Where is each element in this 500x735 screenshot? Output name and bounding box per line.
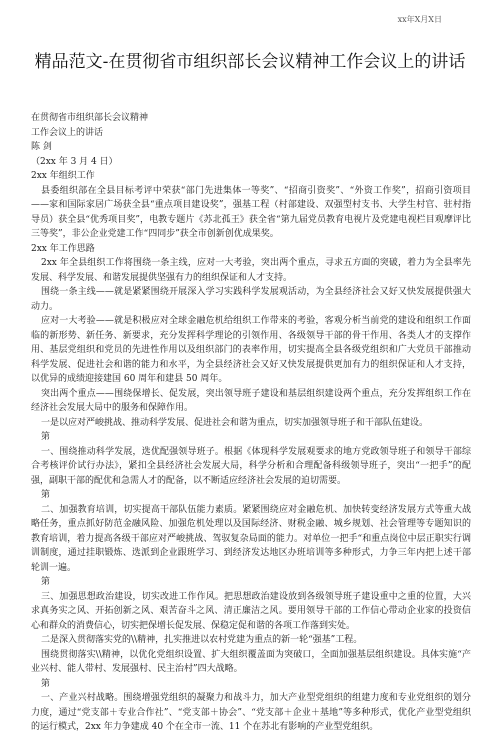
paragraph: 应对一大考验——就是积极应对全球金融危机给组织工作带来的考验，客观分析当前党的建设和组织工作面临的新形势、新任务、新要求，充分发挥科学理论的引领作用、各级领导干部的骨干作用、各类人才的支撑作用、基层党组织和党员的先进性作用以及组织部门的表率作用，切实提高全县各级党组织和广大党员干部推动科学发展、促进社会和谐的能力和水平，为全县经济社会又好又快发展提供更加有力的组织保证和人才支持，以优异的成绩迎接建国 60 周年和建县 50 周年。	[31, 316, 471, 384]
meta-line-2: 工作会议上的讲话	[31, 127, 104, 138]
paragraph: 一、产业兴村战略。围绕增强党组织的凝聚力和战斗力，加大产业型党组织的组建力度和专业党组织的划分力度，通过“党支部＋专业合作社”、“党支部＋协会”、“党支部＋企业＋基地”等多种形式，优化产业型党组织的运行模式，2xx 年力争建成 40 个在全市一流、11 个在苏北有影响的产业型党组织。	[31, 693, 471, 732]
author: 陈 剑	[31, 142, 52, 152]
paragraph: 2xx 年全县组织工作将围绕一条主线，应对一大考验，突出两个重点，寻求五方面的突破，着力为全县率先发展、科学发展、和谐发展提供坚强有力的组织保证和人才支持。	[31, 258, 471, 283]
paragraph: 围绕一条主线——就是紧紧围绕开展深入学习实践科学发展观活动，为全县经济社会又好又快发展提供强大动力。	[31, 287, 471, 312]
ordinal-marker: 第	[41, 432, 51, 442]
paragraph: 一是以应对严峻挑战、推动科学发展、促进社会和谐为重点，切实加强领导班子和干部队伍建设。	[41, 417, 429, 428]
ordinal-marker: 第	[41, 490, 51, 500]
paragraph: 一、围绕推动科学发展，选优配强领导班子。根据《体现科学发展观要求的地方党政领导班子和领导干部综合考核评价试行办法》，紧扣全县经济社会发展大局，科学分析和合理配备科级领导班子，突出“一把手”的配强，副职干部的配优和急需人才的配备，以不断适应经济社会发展的迫切需要。	[31, 446, 471, 486]
paragraph: 突出两个重点——围绕保增长、促发展，突出领导班子建设和基层组织建设两个重点，充分发挥组织工作在经济社会发展大局中的服务和保障作用。	[31, 388, 471, 413]
paragraph: 县委组织部在全县目标考评中荣获“部门先进集体一等奖”、“招商引资奖”、“外资工作奖”，招商引资项目——家和国际家居广场获全县“重点项目建设奖”，强基工程（村部建设、双强型村支书、大学生村官、驻村指导员）获全县“优秀项目奖”，电教专题片《苏北孤王》获全省“第九届党员教育电视片及党建电视栏目观摩评比三等奖”，非公企业党建工作“四同步”获全市创新创优成果奖。	[31, 185, 471, 239]
paragraph: 二、加强教育培训，切实提高干部队伍能力素质。紧紧围绕应对金融危机、加快转变经济发展方式等重大战略任务，重点抓好防范金融风险、加强危机处理以及国际经济、财税金融、城乡规划、社会管理等专题知识的教育培训，着力提高各级干部应对严峻挑战、驾驭复杂局面的能力。对单位一把手“和重点岗位中层正职实行调训制度，通过挂职锻炼、选派到企业跟班学习、到经济发达地区办班培训等多种形式，力争三年内把上述干部轮训一遍。	[31, 504, 471, 573]
speech-date: （2xx 年 3 月 4 日）	[31, 156, 118, 167]
meta-line-1: 在贯彻省市组织部长会议精神	[31, 113, 149, 123]
paragraph: 围绕贯彻落实\\精神，以优化党组织设置、扩大组织覆盖面为突破口，全面加强基层组织建设。具体实施“产业兴村、能人带村、发展强村、民主治村”四大战略。	[31, 649, 471, 674]
section-heading: 2xx 年工作思路	[31, 243, 95, 254]
document-body	[31, 111, 471, 735]
ordinal-marker: 第	[41, 577, 51, 587]
paragraph: 三、加强思想政治建设，切实改进工作作风。把思想政治建设放到各级领导班子建设重中之重的位置，大兴求真务实之风、开拓创新之风、艰苦奋斗之风、清正廉洁之风。要用领导干部的工作信心带动企业家的投资信心和群众的消费信心，切实把保增长促发展、保稳定促和谐的各项工作落到实处。	[31, 591, 471, 631]
section-heading: 2xx 年组织工作	[31, 171, 95, 181]
document-title: 精品范文-在贯彻省市组织部长会议精神工作会议上的讲话	[34, 52, 466, 72]
header-date: xx年X月X日	[397, 15, 442, 24]
paragraph: 二是深入贯彻落实党的\\精神，扎实推进以农村党建为重点的新一轮“强基”工程。	[41, 635, 363, 645]
ordinal-marker: 第	[41, 678, 51, 689]
